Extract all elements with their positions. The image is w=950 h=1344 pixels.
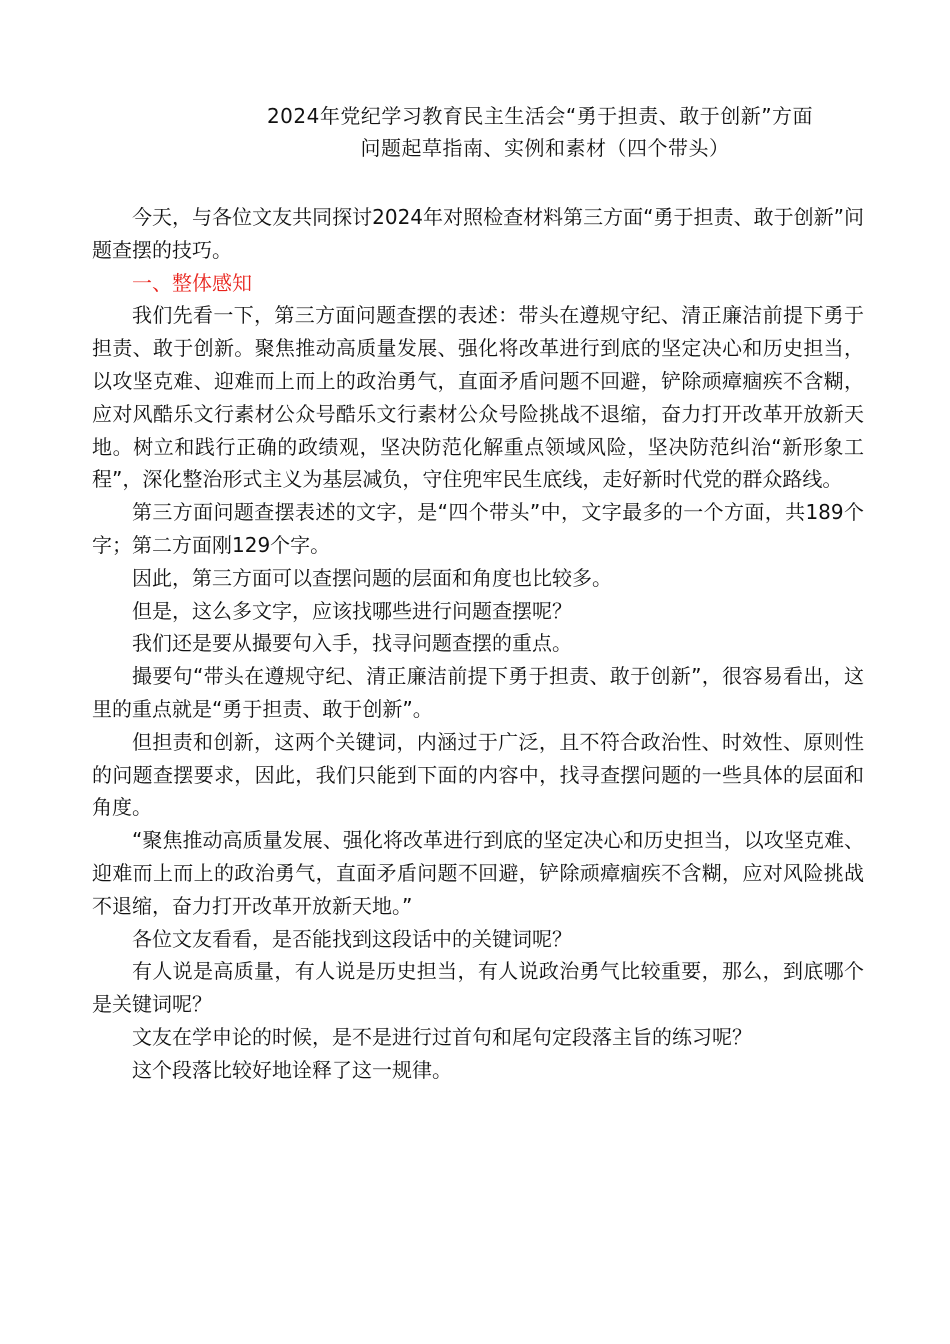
paragraph: 第三方面问题查摆表述的文字，是“四个带头”中，文字最多的一个方面，共189个字；第二方面刚129个字。 (92, 500, 864, 557)
paragraph: 因此，第三方面可以查摆问题的层面和角度也比较多。 (132, 565, 612, 590)
paragraph: 但是，这么多文字，应该找哪些进行问题查摆呢？ (132, 598, 572, 623)
section-heading: 一、整体感知 (132, 270, 252, 295)
paragraph-intro: 今天，与各位文友共同探讨2024年对照检查材料第三方面“勇于担责、敢于创新”问题查摆的技巧。 (92, 205, 864, 262)
paragraph: 撮要句“带头在遵规守纪、清正廉洁前提下勇于担责、敢于创新”，很容易看出，这里的重点就是“勇于担责、敢于创新”。 (92, 664, 864, 721)
paragraph: 文友在学申论的时候，是不是进行过首句和尾句定段落主旨的练习呢？ (132, 1024, 752, 1049)
paragraph: 这个段落比较好地诠释了这一规律。 (132, 1057, 452, 1082)
paragraph: 但担责和创新，这两个关键词，内涵过于广泛，且不符合政治性、时效性、原则性的问题查摆要求，因此，我们只能到下面的内容中，找寻查摆问题的一些具体的层面和角度。 (92, 729, 864, 820)
paragraph: 各位文友看看，是否能找到这段话中的关键词呢？ (132, 926, 572, 951)
title-line-1: 2024年党纪学习教育民主生活会“勇于担责、敢于创新”方面 (266, 104, 814, 128)
paragraph: 我们先看一下，第三方面问题查摆的表述：带头在遵规守纪、清正廉洁前提下勇于担责、敢于创新。聚焦推动高质量发展、强化将改革进行到底的坚定决心和历史担当，以攻坚克难、迎难而上而上的政治勇气，直面矛盾问题不回避，铲除顽瘴痼疾不含糊，应对风酷乐文行素材公众号酷乐文行素材公众号险挑战不退缩，奋力打开改革开放新天地。树立和践行正确的政绩观，坚决防范化解重点领域风险，坚决防范纠治“新形象工程”，深化整治形式主义为基层减负，守住兜牢民生底线，走好新时代党的群众路线。 (92, 303, 864, 492)
document-body (92, 201, 864, 1087)
paragraph-quote: “聚焦推动高质量发展、强化将改革进行到底的坚定决心和历史担当，以攻坚克难、迎难而上而上的政治勇气，直面矛盾问题不回避，铲除顽瘴痼疾不含糊，应对风险挑战不退缩，奋力打开改革开放新天地。” (92, 828, 864, 918)
paragraph: 有人说是高质量，有人说是历史担当，有人说政治勇气比较重要，那么，到底哪个是关键词呢？ (92, 959, 864, 1017)
paragraph: 我们还是要从撮要句入手，找寻问题查摆的重点。 (132, 631, 572, 656)
title-line-2: 问题起草指南、实例和素材（四个带头） (360, 136, 730, 160)
document-title (92, 100, 938, 164)
